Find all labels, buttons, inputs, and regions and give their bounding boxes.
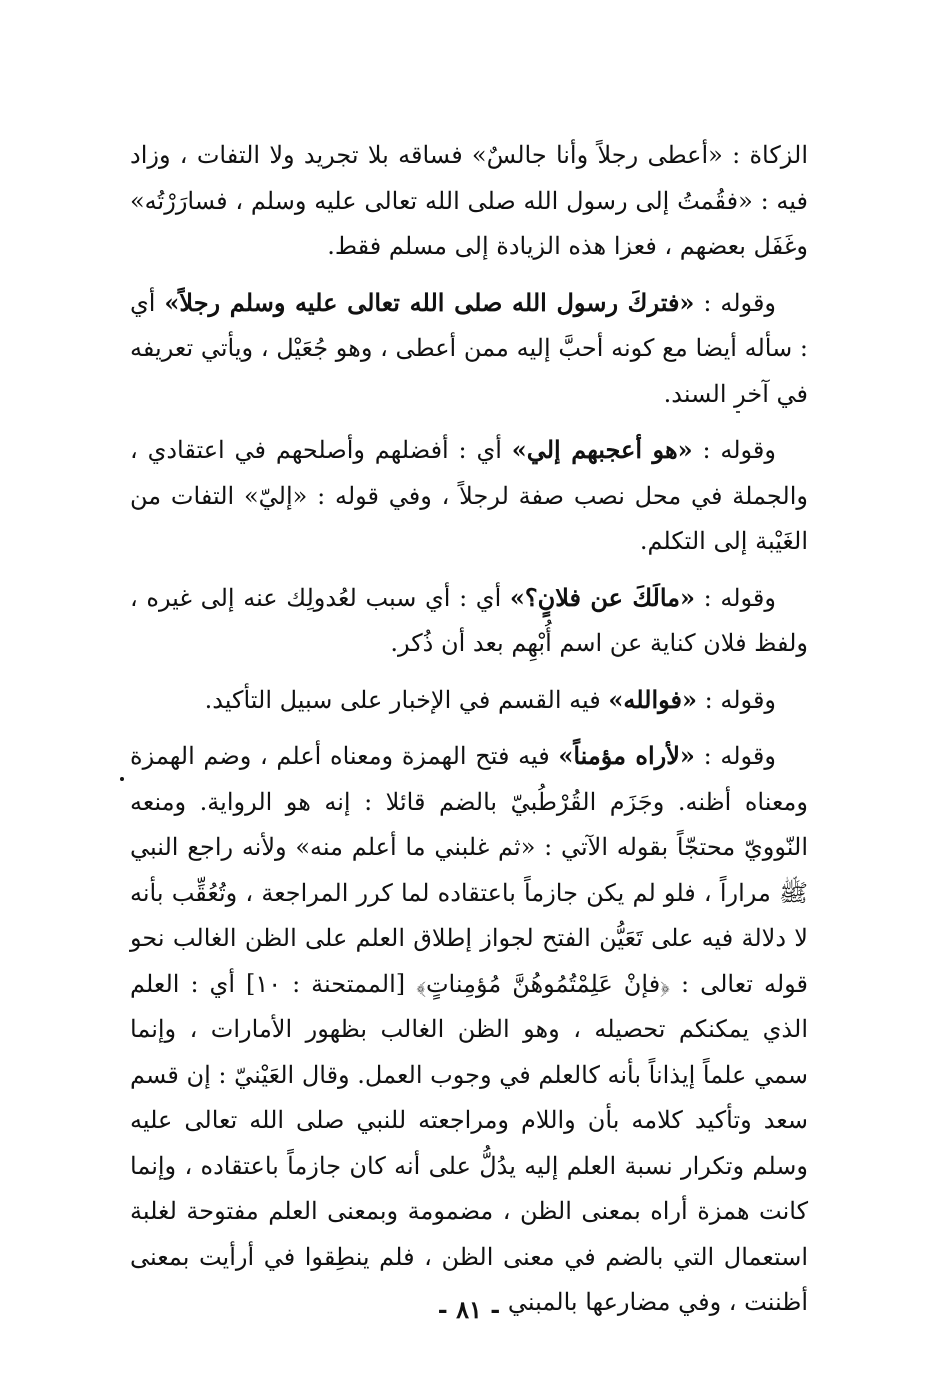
paragraph-1 [130,132,808,270]
paragraph-6-quote: «لأراه مؤمناً» [558,741,695,770]
paragraph-5 [130,677,808,724]
paragraph-4-quote: «مالَكَ عن فلانٍ؟» [509,582,696,612]
paragraph-5-quote: «فوالله» [608,684,698,714]
paragraph-1-text: الزكاة : «أعطى رجلاً وأنا جالسٌ» فساقه بلا تجريد ولا التفات ، وزاد فيه : «فقُمتُ إلى رسول الله صلى الله تعالى عليه وسلم ، فسارَرْتُه» وغَفَل بعضهم ، فعزا هذه الزيادة إلى مسلم فقط. [130,141,808,260]
paragraph-4-lead: وقوله : [695,583,776,612]
page-number: - ٨١ - [437,1295,501,1324]
paragraph-3 [130,427,808,565]
paragraph-4 [130,575,808,667]
paragraph-3-quote: «هو أعجبهم إلي» [511,435,693,464]
paragraph-6-lead: وقوله : [694,742,776,770]
paragraph-2-lead: وقوله : [694,288,776,317]
paragraph-6 [130,733,808,1326]
paragraph-2-text: أي : سأله أيضا مع كونه أحبَّ إليه ممن أعطى ، وهو جُعَيْل ، ويأتي تعريفه في آخر السند. [130,288,808,408]
page-body [130,132,808,1336]
paragraph-3-lead: وقوله : [692,436,776,464]
paragraph-2 [130,280,808,418]
margin-dot [120,777,124,781]
paragraph-5-lead: وقوله : [697,685,776,714]
paragraph-3-text: أي : أفضلهم وأصلحهم في اعتقادي ، والجملة في محل نصب صفة لرجلاً ، وفي قوله : «إليّ» التفات من الغَيْبة إلى التكلم. [130,436,808,555]
stray-mark [736,411,740,413]
paragraph-5-text: فيه القسم في الإخبار على سبيل التأكيد. [204,685,609,714]
paragraph-4-text: أي : أي سبب لعُدولِك عنه إلى غيره ، ولفظ فلان كناية عن اسم أُبْهِم بعد أن ذُكر. [130,583,808,657]
paragraph-2-quote: «فتركَ رسول الله صلى الله تعالى عليه وسلم رجلاً» [164,287,695,317]
paragraph-6-text: فيه فتح الهمزة ومعناه أعلم ، وضم الهمزة ومعناه أظنه. وجَزَم القُرْطُبيّ بالضم قائلا : إنه هو الرواية. ومنعه النّوويّ محتجّاً بقوله الآتي : «ثم غلبني ما أعلم منه» ولأنه راجع النبي ﷺ مراراً ، فلو لم يكن جازماً باعتقاده لما كرر المراجعة ، وتُعُقِّب بأنه لا دلالة فيه على تَعَيُّن الفتح لجواز إطلاق العلم على الظن الغالب نحو قوله تعالى : ﴿فإنْ عَلِمْتُمُوهُنَّ مُؤمِناتٍ﴾ [الممتحنة : ١٠] أي : العلم الذي يمكنكم تحصيله ، وهو الظن الغالب بظهور الأمارات ، وإنما سمي علماً إيذاناً بأنه كالعلم في وجوب العمل. وقال العَيْنيّ : إن قسم سعد وتأكيد كلامه بأن واللام ومراجعته للنبي صلى الله تعالى عليه وسلم وتكرار نسبة العلم إليه يدُلُّ على أنه كان جازماً باعتقاده ، وإنما كانت همزة أراه بمعنى الظن ، مضمومة وبمعنى العلم مفتوحة لغلبة استعمال التي بالضم في معنى الظن ، فلم ينطِقوا في أرأيت بمعنى أظننت ، وفي مضارعها بالمبني [130,742,809,1316]
